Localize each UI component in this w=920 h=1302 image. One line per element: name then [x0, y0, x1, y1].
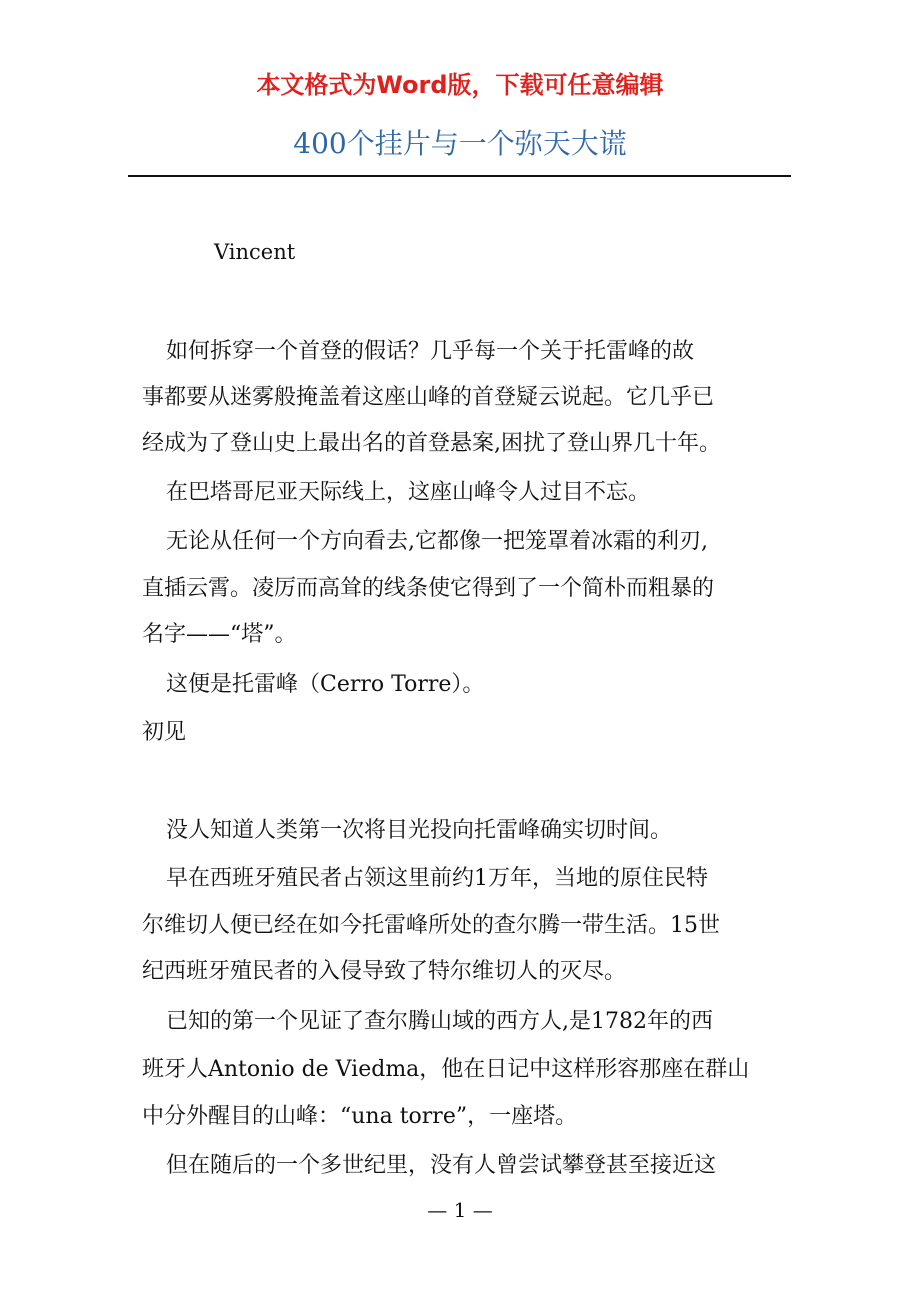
author-name: Vincent [214, 240, 296, 264]
body-line: 无论从任何一个方向看去,它都像一把笼罩着冰霜的利刃, [166, 529, 708, 554]
body-line: 经成为了登山史上最出名的首登悬案,困扰了登山界几十年。 [142, 431, 721, 456]
body-line: 班牙人Antonio de Viedma，他在日记中这样形容那座在群山 [142, 1057, 750, 1082]
body-line: 事都要从迷雾般掩盖着这座山峰的首登疑云说起。它几乎已 [142, 385, 715, 410]
body-line: 如何拆穿一个首登的假话？几乎每一个关于托雷峰的故 [166, 339, 695, 364]
document-title: 400个挂片与一个弥天大谎 [293, 127, 627, 160]
title-divider [128, 175, 791, 177]
body-line: 在巴塔哥尼亚天际线上，这座山峰令人过目不忘。 [166, 480, 651, 505]
body-line: 直插云霄。凌厉而高耸的线条使它得到了一个简朴而粗暴的 [142, 576, 715, 601]
body-line: 纪西班牙殖民者的入侵导致了特尔维切人的灭尽。 [142, 959, 627, 984]
page-number: — 1 — [427, 1198, 493, 1222]
body-line: 没人知道人类第一次将目光投向托雷峰确实切时间。 [166, 818, 673, 843]
download-banner: 本文格式为Word版，下载可任意编辑 [256, 71, 664, 99]
body-line: 尔维切人便已经在如今托雷峰所处的查尔腾一带生活。15世 [142, 913, 720, 938]
body-line: 中分外醒目的山峰：“una torre”，一座塔。 [142, 1104, 578, 1129]
body-line: 名字——“塔”。 [142, 622, 297, 647]
body-line: 但在随后的一个多世纪里，没有人曾尝试攀登甚至接近这 [166, 1153, 717, 1178]
body-line: 已知的第一个见证了查尔腾山域的西方人,是1782年的西 [166, 1009, 713, 1034]
section-heading: 初见 [142, 720, 187, 745]
body-line: 早在西班牙殖民者占领这里前约1万年，当地的原住民特 [166, 866, 708, 891]
body-line: 这便是托雷峰（Cerro Torre）。 [166, 672, 485, 697]
